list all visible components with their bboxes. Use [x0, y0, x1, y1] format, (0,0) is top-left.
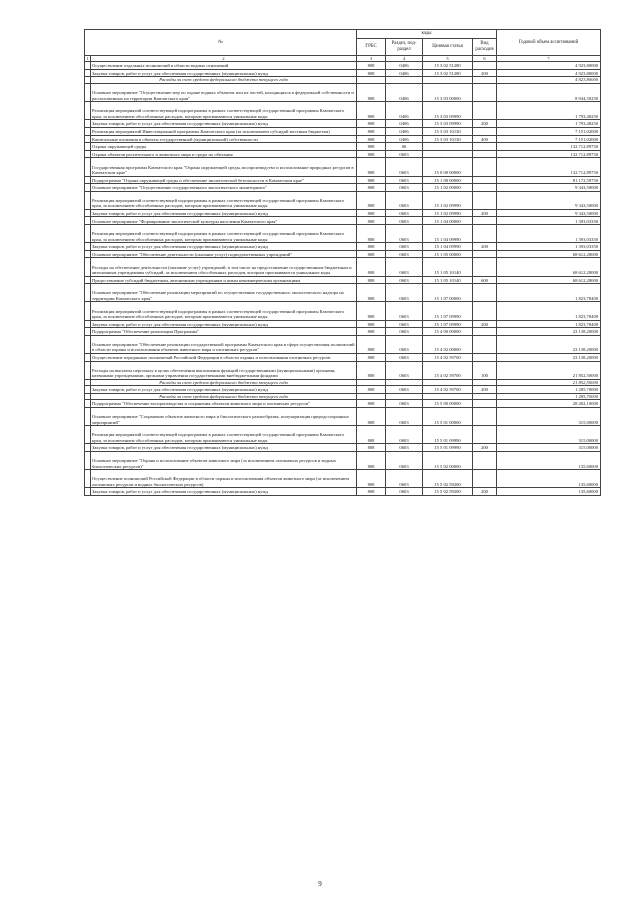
row-target-cell: 15 4 02 59700: [423, 353, 473, 361]
row-target-cell: 15 1 02 00000: [423, 184, 473, 192]
header-exp-type: Вид расходов: [473, 39, 497, 56]
row-section-cell: 0603: [386, 225, 423, 243]
row-section-cell: 0603: [386, 444, 423, 452]
row-section-cell: 0603: [386, 276, 423, 284]
row-target-cell: 15 0 00 00000: [423, 158, 473, 176]
row-grbs-cell: 808: [357, 400, 386, 408]
row-grbs-cell: 808: [357, 386, 386, 394]
row-exp-type-cell: [473, 328, 497, 336]
row-grbs-cell: 808: [357, 361, 386, 379]
table-row: [85, 243, 601, 251]
table-row: [85, 191, 601, 209]
row-target-cell: 15 5 01 09990: [423, 426, 473, 444]
row-name-cell: Государственная программа Камчатского края "Охрана окружающей среды, воспроизводство и использование природных ресурсов в Камчатском крае": [91, 158, 357, 176]
colnum: 1: [86, 56, 89, 61]
table-row: [85, 120, 601, 128]
row-exp-type-cell: 200: [473, 243, 497, 251]
row-target-cell: 15 1 00 00000: [423, 176, 473, 184]
row-section-cell: 0603: [386, 488, 423, 496]
table-row: [85, 176, 601, 184]
row-section-cell: 0406: [386, 62, 423, 70]
row-section-cell: 0603: [386, 258, 423, 276]
row-exp-type-cell: [473, 284, 497, 302]
header-codes: коды: [357, 30, 497, 39]
row-exp-type-cell: 200: [473, 444, 497, 452]
row-name-cell: Закупка товаров, работ и услуг для обеспечения государственных (муниципальных) нужд: [91, 209, 357, 217]
row-target-cell: 15 1 07 09990: [423, 302, 473, 320]
row-name-cell: Реализация мероприятий соответствующей подпрограммы в рамках соответствующей государственной программы Камчатского края, за исключением обособленных расходов, которым присваиваются уникальные коды: [91, 302, 357, 320]
row-exp-type-cell: [473, 470, 497, 488]
row-name-cell: Закупка товаров, работ и услуг для обеспечения государственных (муниципальных) нужд: [91, 386, 357, 394]
row-name-cell: Закупка товаров, работ и услуг для обеспечения государственных (муниципальных) нужд: [91, 243, 357, 251]
row-target-cell: 15 3 03 00000: [423, 83, 473, 101]
row-section-cell: 0603: [386, 217, 423, 225]
row-grbs-cell: 808: [357, 276, 386, 284]
row-exp-type-cell: [473, 407, 497, 425]
row-exp-type-cell: 200: [473, 320, 497, 328]
row-amount-cell: 1 393,03350: [497, 225, 601, 243]
row-section-cell: 0603: [386, 451, 423, 469]
row-target-cell: 15 4 02 59700: [423, 386, 473, 394]
table-row: [85, 83, 601, 101]
row-section-cell: 06: [386, 143, 423, 151]
row-target-cell: 15 1 02 09990: [423, 209, 473, 217]
table-row: [85, 302, 601, 320]
row-name-cell: Расходы на выплаты персоналу в целях обеспечения выполнения функций государственными (муниципальными) органами, казенными учреждениями, органами управления государственными внебюджетными фондами: [91, 361, 357, 379]
row-exp-type-cell: [473, 250, 497, 258]
row-exp-type-cell: [473, 426, 497, 444]
row-grbs-cell: 808: [357, 158, 386, 176]
row-section-cell: 0406: [386, 69, 423, 77]
row-grbs-cell: 808: [357, 353, 386, 361]
row-exp-type-cell: 600: [473, 276, 497, 284]
row-exp-type-cell: [473, 143, 497, 151]
row-name-cell: Основное мероприятие "Сохранение объектов животного мира и биологического разнообразия, популяризация природосохранных мероприятий": [91, 407, 357, 425]
row-amount-cell: 21 852,50000: [497, 361, 601, 379]
table-row: [85, 143, 601, 151]
row-exp-type-cell: [473, 176, 497, 184]
row-amount-cell: 28 402,10000: [497, 400, 601, 408]
row-exp-type-cell: 400: [473, 135, 497, 143]
page-number: 9: [318, 880, 322, 888]
row-section-cell: 0603: [386, 184, 423, 192]
row-section-cell: 0603: [386, 320, 423, 328]
row-grbs-cell: 808: [357, 243, 386, 251]
row-section-cell: 0603: [386, 400, 423, 408]
row-amount-cell: 9 343,50000: [497, 209, 601, 217]
row-target-cell: 15 5 01 00000: [423, 407, 473, 425]
row-name-cell: Реализация мероприятий соответствующей подпрограммы в рамках соответствующей государственной программы Камчатского края, за исключением обособленных расходов, которым присваиваются уникальные коды: [91, 426, 357, 444]
table-row: [85, 361, 601, 379]
row-grbs-cell: 808: [357, 191, 386, 209]
row-exp-type-cell: 200: [473, 488, 497, 496]
row-section-cell: 0603: [386, 328, 423, 336]
row-exp-type-cell: [473, 62, 497, 70]
row-exp-type-cell: 100: [473, 361, 497, 379]
row-name-cell: Основное мероприятие "Обеспечение деятельности (оказание услуг) подведомственных учреждений": [91, 250, 357, 258]
colnum: 7: [497, 56, 601, 62]
table-row: [85, 276, 601, 284]
row-exp-type-cell: [473, 217, 497, 225]
row-target-cell: [423, 143, 473, 151]
row-exp-type-cell: [473, 158, 497, 176]
table-row: [85, 69, 601, 77]
row-name-cell: Закупка товаров, работ и услуг для обеспечения государственных (муниципальных) нужд: [91, 488, 357, 496]
table-body: [85, 62, 601, 496]
row-name-cell: Основное мероприятие "Осуществление государственного экологического мониторинга": [91, 184, 357, 192]
row-section-cell: 0603: [386, 150, 423, 158]
row-amount-cell: 68 612,28000: [497, 276, 601, 284]
row-amount-cell: 315,00000: [497, 407, 601, 425]
row-name-cell: Осуществление переданных полномочий Российской Федерации в области охраны и использования охотничьих ресурсов: [91, 353, 357, 361]
row-exp-type-cell: [473, 258, 497, 276]
row-name-cell: Расходы за счет средств федерального бюджета текущего года: [91, 379, 357, 386]
row-grbs-cell: 808: [357, 209, 386, 217]
row-grbs-cell: 808: [357, 320, 386, 328]
row-grbs-cell: 808: [357, 217, 386, 225]
row-target-cell: 15 5 02 59200: [423, 470, 473, 488]
header-target: Целевая статья: [423, 39, 473, 56]
table-row: [85, 250, 601, 258]
row-grbs-cell: 808: [357, 328, 386, 336]
row-exp-type-cell: [473, 184, 497, 192]
colnum: 3: [357, 56, 386, 62]
row-grbs-cell: 808: [357, 284, 386, 302]
row-grbs-cell: 808: [357, 127, 386, 135]
row-exp-type-cell: [473, 150, 497, 158]
row-target-cell: 15 3 02 51280: [423, 69, 473, 77]
row-section-cell: 0603: [386, 407, 423, 425]
row-amount-cell: 315,00000: [497, 444, 601, 452]
row-grbs-cell: 808: [357, 444, 386, 452]
row-target-cell: 15 3 03 10130: [423, 135, 473, 143]
row-target-cell: [423, 150, 473, 158]
row-target-cell: 15 4 02 00000: [423, 335, 473, 353]
row-exp-type-cell: 200: [473, 386, 497, 394]
row-section-cell: 0406: [386, 127, 423, 135]
table-row: [85, 353, 601, 361]
table-row: [85, 488, 601, 496]
row-amount-cell: 68 612,28000: [497, 258, 601, 276]
colnum: 6: [473, 56, 497, 62]
row-name-cell: Основное мероприятие "Осуществление мер по охране водных объектов или их частей, находящихся в федеральной собственности и расположенных на территории Камчатского края": [91, 83, 357, 101]
row-amount-cell: 135,60000: [497, 451, 601, 469]
row-name-cell: Расходы за счет средств федерального бюджета текущего года: [91, 77, 357, 84]
row-amount-cell: 1 823,78400: [497, 284, 601, 302]
row-name-cell: Охрана объектов растительного и животного мира и среды их обитания: [91, 150, 357, 158]
row-amount-cell: 315,00000: [497, 426, 601, 444]
row-name-cell: Предоставление субсидий бюджетным, автономным учреждениям и иным некоммерческим организациям: [91, 276, 357, 284]
row-amount-cell: 23 138,20000: [497, 328, 601, 336]
row-amount-cell: 135,60000: [497, 488, 601, 496]
row-name-cell: Реализация мероприятий соответствующей подпрограммы в рамках соответствующей государственной программы Камчатского края, за исключением обособленных расходов, которым присваиваются уникальные коды: [91, 225, 357, 243]
row-name-cell: Основное мероприятие "Охрана и использование объектов животного мира (за исключением охотничьих ресурсов и водных биологических ресурсов)": [91, 451, 357, 469]
row-grbs-cell: 808: [357, 258, 386, 276]
table-row: [85, 209, 601, 217]
row-amount-cell: 1 793,48250: [497, 120, 601, 128]
row-amount-cell: 132 712,89750: [497, 143, 601, 151]
table-row: [85, 127, 601, 135]
row-section-cell: 0603: [386, 209, 423, 217]
row-section-cell: 0603: [386, 335, 423, 353]
row-amount-cell: 7 151,02000: [497, 135, 601, 143]
row-name-cell: Основное мероприятие "Формирование экологической культуры населения Камчатского края": [91, 217, 357, 225]
row-amount-cell: 1 793,48250: [497, 102, 601, 120]
row-amount-cell: 1 823,78400: [497, 302, 601, 320]
row-section-cell: 0603: [386, 361, 423, 379]
row-name-cell: Подпрограмма "Обеспечение воспроизводства и сохранения объектов животного мира и охотничьих ресурсов": [91, 400, 357, 408]
row-amount-cell: 4 923,80000: [497, 77, 601, 84]
row-grbs-cell: 808: [357, 488, 386, 496]
row-name-cell: Капитальные вложения в объекты государственной (муниципальной) собственности: [91, 135, 357, 143]
table-row: [85, 386, 601, 394]
row-target-cell: 15 5 00 00000: [423, 400, 473, 408]
table-row: [85, 320, 601, 328]
table-row: [85, 335, 601, 353]
row-target-cell: 15 1 07 00000: [423, 284, 473, 302]
row-name-cell: Охрана окружающей среды: [91, 143, 357, 151]
row-amount-cell: 1 285,70000: [497, 393, 601, 400]
row-target-cell: 15 3 03 10130: [423, 127, 473, 135]
row-amount-cell: 135,60000: [497, 470, 601, 488]
row-name-cell: Подпрограмма "Обеспечение реализации Программы": [91, 328, 357, 336]
row-name-cell: Закупка товаров, работ и услуг для обеспечения государственных (муниципальных) нужд: [91, 444, 357, 452]
row-target-cell: 15 1 02 09990: [423, 191, 473, 209]
row-name-cell: Подпрограмма "Охрана окружающей среды и обеспечение экологической безопасности в Камчатском крае": [91, 176, 357, 184]
row-grbs-cell: 808: [357, 250, 386, 258]
table-row: [85, 258, 601, 276]
row-exp-type-cell: [473, 191, 497, 209]
row-target-cell: 15 3 03 09990: [423, 102, 473, 120]
row-exp-type-cell: [473, 302, 497, 320]
row-name-cell: Реализация мероприятий Инвестиционной программы Камчатского края (за исключением субсидий местным бюджетам): [91, 127, 357, 135]
row-exp-type-cell: [473, 451, 497, 469]
row-name-cell: Закупка товаров, работ и услуг для обеспечения государственных (муниципальных) нужд: [91, 320, 357, 328]
row-section-cell: 0603: [386, 386, 423, 394]
row-amount-cell: 1 285,70000: [497, 386, 601, 394]
row-exp-type-cell: [473, 127, 497, 135]
row-target-cell: 15 1 05 10140: [423, 276, 473, 284]
budget-sheet: [84, 29, 600, 496]
row-section-cell: 0406: [386, 120, 423, 128]
row-exp-type-cell: 200: [473, 120, 497, 128]
row-amount-cell: 68 612,28000: [497, 250, 601, 258]
row-grbs-cell: 808: [357, 120, 386, 128]
row-amount-cell: 21 852,50000: [497, 379, 601, 386]
row-exp-type-cell: [473, 335, 497, 353]
header-grbs: ГРБС: [357, 39, 386, 56]
row-section-cell: 0406: [386, 102, 423, 120]
row-name-cell: Закупка товаров, работ и услуг для обеспечения государственных (муниципальных) нужд: [91, 120, 357, 128]
row-name-cell: Реализация мероприятий соответствующей подпрограммы в рамках соответствующей государственной программы Камчатского края, за исключением обособленных расходов, которым присваиваются уникальные коды: [91, 102, 357, 120]
colnum: 2: [91, 56, 357, 62]
row-amount-cell: 132 712,89750: [497, 158, 601, 176]
row-amount-cell: 81 172,59750: [497, 176, 601, 184]
row-grbs-cell: 808: [357, 62, 386, 70]
table-row: [85, 451, 601, 469]
row-grbs-cell: 808: [357, 135, 386, 143]
row-target-cell: 15 1 05 00000: [423, 250, 473, 258]
row-target-cell: 15 5 02 59200: [423, 488, 473, 496]
table-row: [85, 470, 601, 488]
row-grbs-cell: 808: [357, 426, 386, 444]
row-grbs-cell: 808: [357, 150, 386, 158]
row-section-cell: 0603: [386, 426, 423, 444]
row-grbs-cell: 808: [357, 176, 386, 184]
row-name-cell: Закупка товаров, работ и услуг для обеспечения государственных (муниципальных) нужд: [91, 69, 357, 77]
table-row: [85, 426, 601, 444]
row-amount-cell: 4 923,80000: [497, 69, 601, 77]
row-grbs-cell: 808: [357, 83, 386, 101]
row-grbs-cell: 808: [357, 143, 386, 151]
row-amount-cell: 1 823,78400: [497, 320, 601, 328]
row-amount-cell: 132 712,89750: [497, 150, 601, 158]
table-row: [85, 284, 601, 302]
row-section-cell: 0603: [386, 250, 423, 258]
row-name-cell: Расходы на обеспечение деятельности (оказание услуг) учреждений, в том числе на предоставление государственным бюджетным и автономным учреждениям субсидий, за исключением обособленных расходов, которым присваиваются уникальные коды: [91, 258, 357, 276]
row-exp-type-cell: [473, 353, 497, 361]
budget-table: [84, 29, 601, 496]
row-target-cell: 15 1 07 09990: [423, 320, 473, 328]
table-row: [85, 135, 601, 143]
row-name-cell: Основное мероприятие "Обеспечение реализации мероприятий по осуществлению государственного экологического надзора на территории Камчатского края": [91, 284, 357, 302]
table-row: [85, 217, 601, 225]
header-annual: Годовой объем ассигнований: [497, 30, 601, 56]
row-target-cell: 15 3 03 09990: [423, 120, 473, 128]
row-amount-cell: 7 151,02000: [497, 127, 601, 135]
row-section-cell: 0603: [386, 176, 423, 184]
row-exp-type-cell: [473, 400, 497, 408]
table-row: [85, 225, 601, 243]
row-amount-cell: 1 393,03350: [497, 217, 601, 225]
row-section-cell: 0406: [386, 135, 423, 143]
table-row: [85, 407, 601, 425]
table-row: [85, 444, 601, 452]
row-exp-type-cell: 200: [473, 69, 497, 77]
row-target-cell: 15 5 02 00000: [423, 451, 473, 469]
row-name-cell: Осуществление полномочий Российской Федерации в области охраны и использования объектов животного мира (за исключением охотничьих ресурсов и водных биологических ресурсов): [91, 470, 357, 488]
row-section-cell: 0603: [386, 470, 423, 488]
row-amount-cell: 23 138,20000: [497, 353, 601, 361]
row-grbs-cell: 808: [357, 225, 386, 243]
table-row: [85, 62, 601, 70]
row-grbs-cell: 808: [357, 102, 386, 120]
row-amount-cell: 8 944,50250: [497, 83, 601, 101]
row-grbs-cell: 808: [357, 407, 386, 425]
table-row: [85, 328, 601, 336]
colnum: 5: [423, 56, 473, 62]
row-amount-cell: 9 343,50000: [497, 191, 601, 209]
table-row: [85, 158, 601, 176]
row-grbs-cell: 808: [357, 451, 386, 469]
row-target-cell: 15 5 01 09990: [423, 444, 473, 452]
row-name-cell: Реализация мероприятий соответствующей подпрограммы в рамках соответствующей государственной программы Камчатского края, за исключением обособленных расходов, которым присваиваются уникальные коды: [91, 191, 357, 209]
header-section: Раздел, под-раздел: [386, 39, 423, 56]
row-amount-cell: 4 923,80000: [497, 62, 601, 70]
row-section-cell: 0603: [386, 353, 423, 361]
row-amount-cell: 23 138,20000: [497, 335, 601, 353]
colnum: 4: [386, 56, 423, 62]
row-target-cell: 15 1 04 09990: [423, 243, 473, 251]
row-section-cell: 0603: [386, 243, 423, 251]
row-grbs-cell: 808: [357, 184, 386, 192]
row-exp-type-cell: [473, 102, 497, 120]
row-amount-cell: 9 343,50000: [497, 184, 601, 192]
header-num: №: [85, 30, 357, 56]
row-target-cell: 15 1 04 00000: [423, 217, 473, 225]
row-exp-type-cell: [473, 83, 497, 101]
row-grbs-cell: 808: [357, 302, 386, 320]
row-target-cell: 15 1 05 10140: [423, 258, 473, 276]
row-grbs-cell: 808: [357, 69, 386, 77]
row-name-cell: Осуществление отдельных полномочий в области водных отношений: [91, 62, 357, 70]
row-grbs-cell: 808: [357, 335, 386, 353]
row-exp-type-cell: 200: [473, 209, 497, 217]
row-target-cell: 15 4 00 00000: [423, 328, 473, 336]
row-section-cell: 0603: [386, 302, 423, 320]
row-section-cell: 0603: [386, 191, 423, 209]
row-name-cell: Расходы за счет средств федерального бюджета текущего года: [91, 393, 357, 400]
row-target-cell: 15 1 04 09990: [423, 225, 473, 243]
row-target-cell: 15 3 02 51280: [423, 62, 473, 70]
table-row: [85, 400, 601, 408]
row-section-cell: 0603: [386, 284, 423, 302]
row-amount-cell: 1 393,03350: [497, 243, 601, 251]
row-section-cell: 0406: [386, 83, 423, 101]
row-name-cell: Основное мероприятие "Обеспечение реализации государственной программы Камчатского края в сфере осуществления полномочий в области охраны и использования объектов животного мира и охотничьих ресурсов": [91, 335, 357, 353]
row-exp-type-cell: [473, 225, 497, 243]
table-row: [85, 102, 601, 120]
row-target-cell: 15 4 02 59700: [423, 361, 473, 379]
table-header: [85, 30, 601, 62]
table-row: [85, 150, 601, 158]
row-section-cell: 0603: [386, 158, 423, 176]
table-row: [85, 184, 601, 192]
row-grbs-cell: 808: [357, 470, 386, 488]
